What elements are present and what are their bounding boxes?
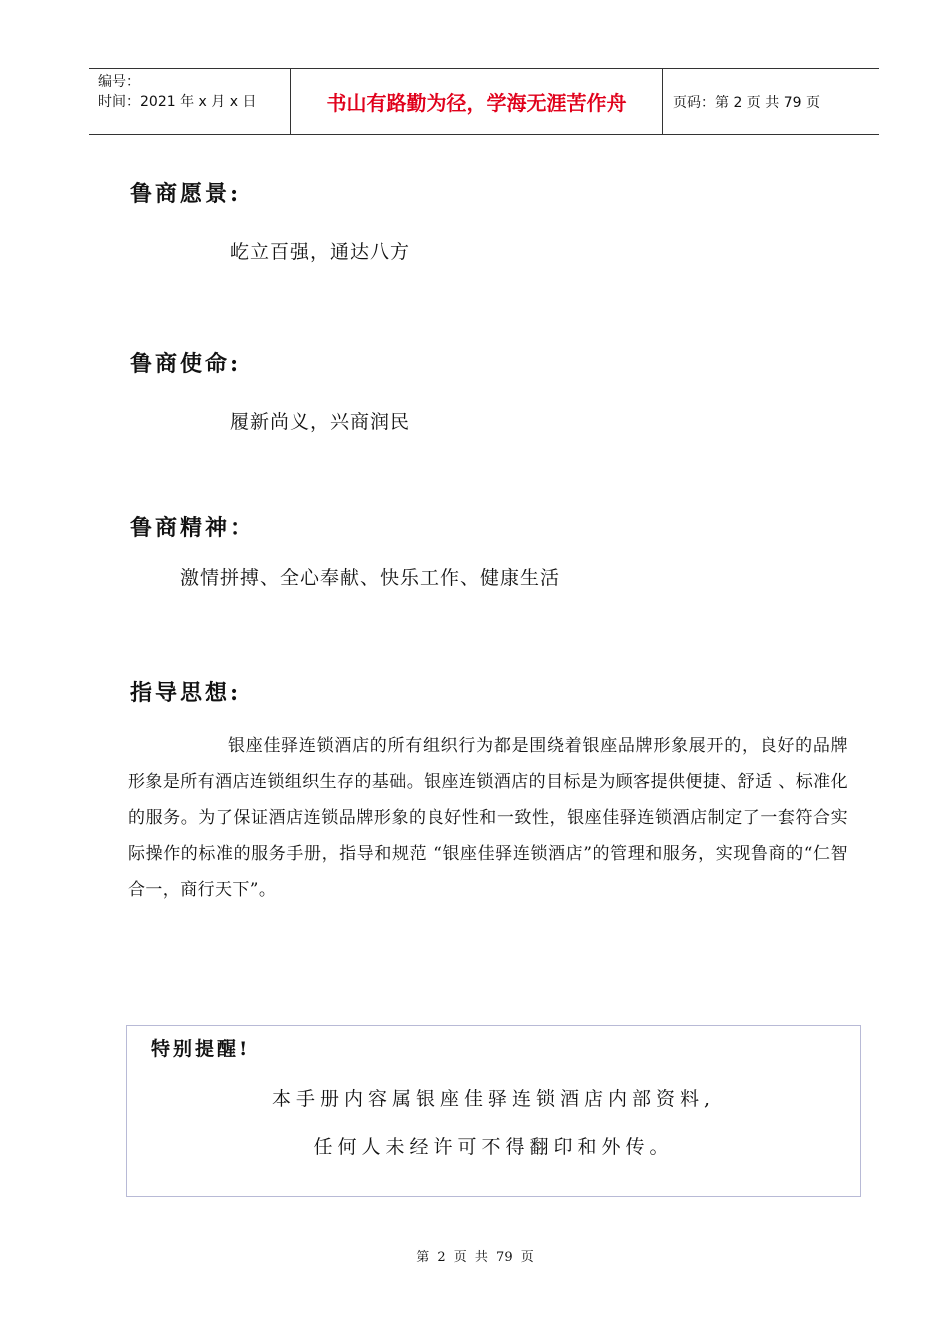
mission-text: 履新尚义，兴商润民 bbox=[230, 411, 411, 433]
notice-title: 特别提醒! bbox=[151, 1038, 251, 1060]
guideline-paragraph bbox=[128, 728, 848, 908]
header-page-label: 页码：第 2 页 共 79 页 bbox=[673, 94, 820, 111]
page-footer: 第 2 页 共 79 页 bbox=[416, 1250, 534, 1265]
vision-heading: 鲁商愿景: bbox=[130, 181, 242, 207]
time-label: 时间：2021 年 x 月 x 日 bbox=[98, 94, 257, 110]
mission-heading: 鲁商使命: bbox=[130, 351, 242, 377]
guideline-text: 银座佳驿连锁酒店的所有组织行为都是围绕着银座品牌形象展开的，良好的品牌形象是所有酒店连锁组织生存的基础。银座连锁酒店的目标是为顾客提供便捷、舒适 、标准化的服务。为了保证酒店连锁品牌形象的良好性和一致性，银座佳驿连锁酒店制定了一套符合实际操作的标准的服务手册，指导和规范 “银座佳驿连锁酒店”的管理和服务，实现鲁商的“仁智合一，商行天下”。 bbox=[128, 736, 848, 900]
spirit-heading: 鲁商精神： bbox=[130, 515, 256, 541]
page-header bbox=[89, 68, 879, 135]
header-meta bbox=[89, 69, 290, 134]
vision-text: 屹立百强，通达八方 bbox=[230, 241, 411, 263]
guideline-heading: 指导思想: bbox=[130, 680, 242, 706]
header-motto: 书山有路勤为径，学海无涯苦作舟 bbox=[290, 69, 663, 134]
notice-line-2: 任何人未经许可不得翻印和外传。 bbox=[313, 1136, 674, 1158]
serial-label: 编号： bbox=[98, 74, 140, 90]
spirit-text: 激情拼搏、全心奉献、快乐工作、健康生活 bbox=[180, 567, 561, 589]
special-notice-box bbox=[126, 1025, 861, 1197]
notice-line-1: 本手册内容属银座佳驿连锁酒店内部资料, bbox=[271, 1088, 716, 1110]
